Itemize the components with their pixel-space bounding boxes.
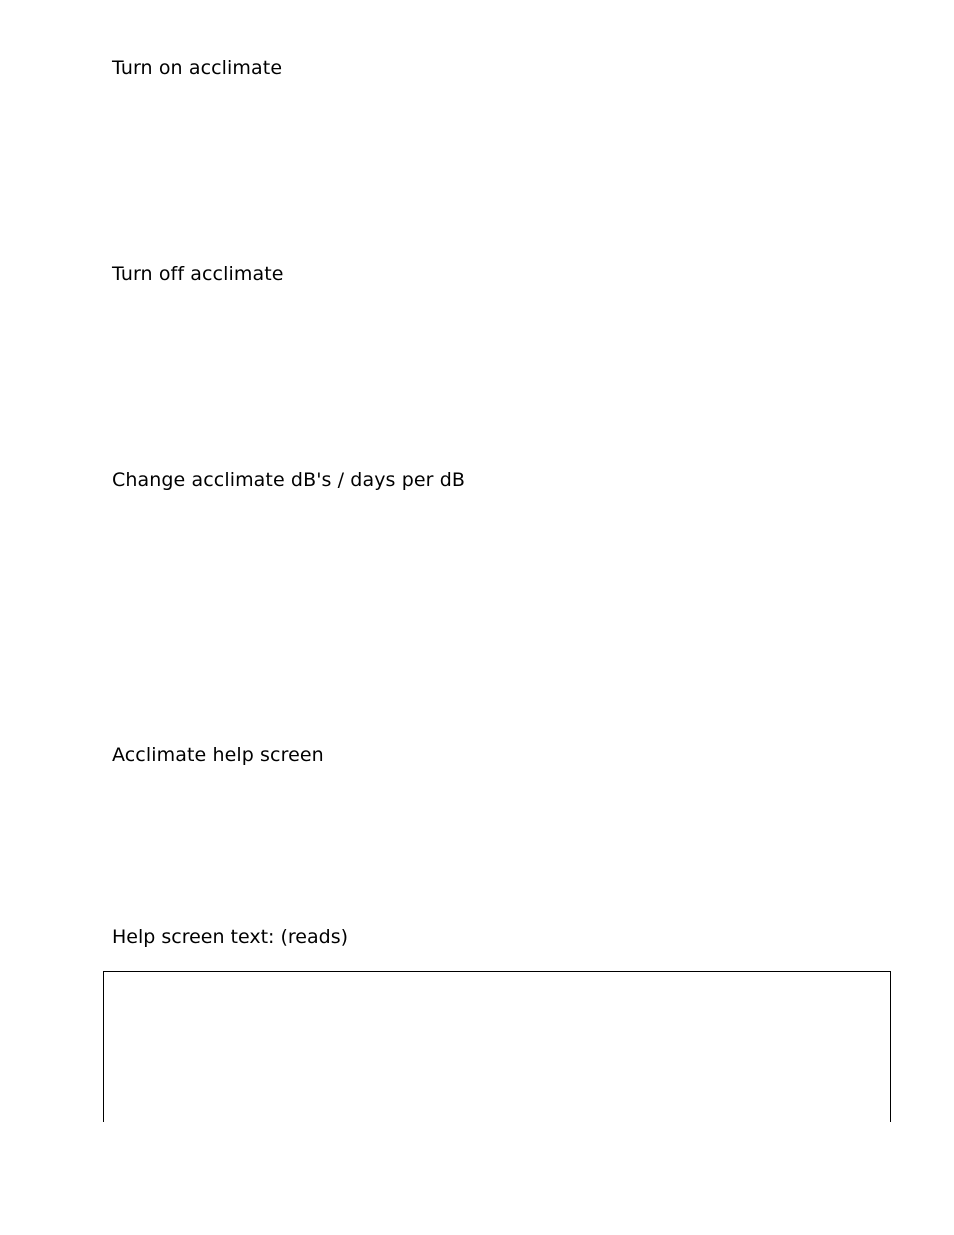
heading-acclimate-help-screen: Acclimate help screen bbox=[112, 744, 324, 766]
help-screen-text-label: Help screen text: (reads) bbox=[112, 926, 349, 948]
heading-change-acclimate-db: Change acclimate dB's / days per dB bbox=[112, 469, 465, 491]
heading-turn-off-acclimate: Turn off acclimate bbox=[112, 263, 284, 285]
help-screen-text-box bbox=[103, 971, 891, 1122]
heading-turn-on-acclimate: Turn on acclimate bbox=[112, 57, 283, 79]
